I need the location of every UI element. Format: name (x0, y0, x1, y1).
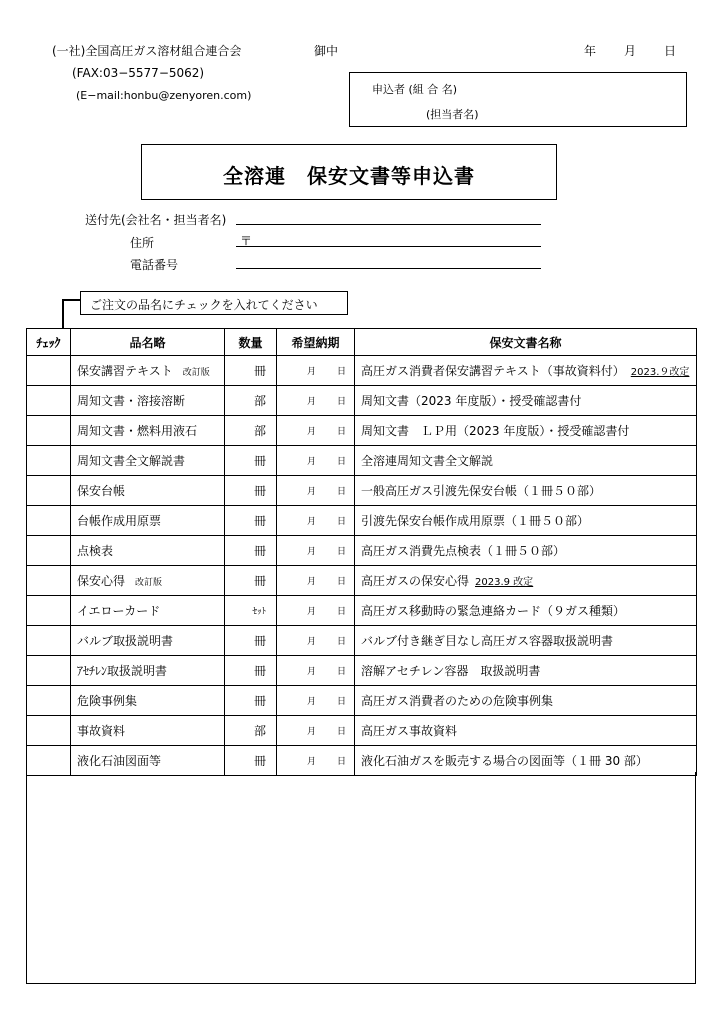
item-short-name: バルブ取扱説明書 (77, 634, 174, 648)
item-short-name: 台帳作成用原票 (77, 514, 162, 528)
document-name: 高圧ガス事故資料 (361, 724, 458, 738)
item-short-name-cell (71, 536, 225, 566)
fax-number: (FAX:03−5577−5062) (72, 66, 205, 80)
quantity-field[interactable] (225, 356, 277, 386)
document-name-cell (355, 596, 697, 626)
notice-bracket-top (62, 299, 80, 301)
due-date-field[interactable] (277, 686, 355, 716)
quantity-field[interactable] (225, 686, 277, 716)
due-day-label: 日 (336, 757, 346, 767)
table-row (27, 386, 697, 416)
item-short-name: 周知文書・溶接溶断 (77, 394, 186, 408)
notice-box (80, 291, 348, 315)
order-checkbox[interactable] (27, 596, 71, 626)
table-row (27, 596, 697, 626)
table-row (27, 506, 697, 536)
due-date-field[interactable] (277, 446, 355, 476)
due-day-label: 日 (336, 577, 346, 587)
due-month-label: 月 (307, 757, 317, 767)
document-name-cell (355, 506, 697, 536)
due-month-label: 月 (307, 577, 317, 587)
quantity-unit: 冊 (253, 664, 266, 678)
quantity-unit: 冊 (253, 544, 266, 558)
due-day-label: 日 (336, 487, 346, 497)
revision-note: 改訂版 (182, 368, 210, 378)
due-day-label: 日 (336, 427, 346, 437)
quantity-field[interactable] (225, 566, 277, 596)
document-name: 高圧ガス消費者保安講習テキスト（事故資料付） (361, 364, 625, 378)
quantity-unit: 冊 (253, 634, 266, 648)
quantity-field[interactable] (225, 506, 277, 536)
document-name-cell (355, 476, 697, 506)
quantity-unit: 冊 (253, 514, 266, 528)
page-title: 全溶連 保安文書等申込書 (223, 164, 475, 188)
quantity-unit: 部 (253, 424, 266, 438)
due-date-field[interactable] (277, 746, 355, 776)
due-date-field[interactable] (277, 506, 355, 536)
due-date-field[interactable] (277, 566, 355, 596)
item-short-name: 保安心得 (77, 574, 126, 588)
applicant-box[interactable] (349, 72, 687, 127)
item-short-name-cell (71, 656, 225, 686)
document-name: 一般高圧ガス引渡先保安台帳（１冊５０部） (361, 484, 602, 498)
quantity-field[interactable] (225, 626, 277, 656)
shipping-dest-label: 送付先(会社名・担当者名) (85, 213, 227, 227)
document-name: 高圧ガス移動時の緊急連絡カード（９ガス種類） (361, 604, 626, 618)
due-month-label: 月 (307, 607, 317, 617)
item-short-name: 点検表 (77, 544, 114, 558)
postal-mark: 〒 (240, 234, 253, 248)
quantity-unit: 冊 (253, 694, 266, 708)
item-short-name-cell (71, 416, 225, 446)
due-month-label: 月 (307, 697, 317, 707)
revision-date: 2023.９改定 (630, 367, 690, 378)
document-name-cell (355, 626, 697, 656)
quantity-field[interactable] (225, 746, 277, 776)
item-short-name: 事故資料 (77, 724, 126, 738)
due-date-field[interactable] (277, 716, 355, 746)
due-month-label: 月 (307, 727, 317, 737)
email-address: (E−mail:honbu@zenyoren.com) (76, 89, 252, 102)
address-field[interactable] (236, 246, 541, 247)
due-date-field[interactable] (277, 626, 355, 656)
due-month-label: 月 (307, 457, 317, 467)
header-due: 希望納期 (277, 329, 355, 356)
document-name: 高圧ガスの保安心得 (361, 574, 470, 588)
date-month-label: 月 (624, 44, 637, 58)
table-row (27, 536, 697, 566)
address-label: 住所 (130, 236, 155, 250)
item-short-name: 周知文書・燃料用液石 (77, 424, 198, 438)
date-day-label: 日 (664, 44, 677, 58)
order-checkbox[interactable] (27, 476, 71, 506)
quantity-unit: 冊 (253, 574, 266, 588)
due-day-label: 日 (336, 697, 346, 707)
quantity-field[interactable] (225, 716, 277, 746)
applicant-person-label: (担当者名) (426, 108, 479, 121)
document-name-cell (355, 446, 697, 476)
quantity-field[interactable] (225, 476, 277, 506)
title-box (141, 144, 557, 200)
due-day-label: 日 (336, 727, 346, 737)
table-row (27, 686, 697, 716)
quantity-unit: 冊 (253, 454, 266, 468)
item-short-name-cell (71, 446, 225, 476)
due-month-label: 月 (307, 427, 317, 437)
document-name-cell (355, 386, 697, 416)
quantity-field[interactable] (225, 656, 277, 686)
item-short-name-cell (71, 746, 225, 776)
due-date-field[interactable] (277, 596, 355, 626)
due-month-label: 月 (307, 487, 317, 497)
quantity-field[interactable] (225, 536, 277, 566)
table-header-row (27, 329, 697, 356)
item-short-name-cell (71, 626, 225, 656)
table-row (27, 626, 697, 656)
document-name: 液化石油ガスを販売する場合の図面等（１冊 30 部） (361, 754, 648, 768)
table-row (27, 476, 697, 506)
order-checkbox[interactable] (27, 626, 71, 656)
order-checkbox[interactable] (27, 356, 71, 386)
header-doc-name: 保安文書名称 (355, 329, 697, 356)
order-checkbox[interactable] (27, 386, 71, 416)
item-short-name-cell (71, 716, 225, 746)
quantity-field[interactable] (225, 596, 277, 626)
due-month-label: 月 (307, 667, 317, 677)
due-day-label: 日 (336, 667, 346, 677)
document-name: 周知文書 ＬＰ用（2023 年度版）・授受確認書付 (361, 424, 630, 438)
table-row (27, 416, 697, 446)
due-date-field[interactable] (277, 536, 355, 566)
order-table (26, 328, 697, 776)
document-name: 高圧ガス消費者のための危険事例集 (361, 694, 554, 708)
due-month-label: 月 (307, 637, 317, 647)
order-checkbox[interactable] (27, 716, 71, 746)
due-day-label: 日 (336, 397, 346, 407)
quantity-unit: 冊 (253, 364, 266, 378)
phone-field[interactable] (236, 268, 541, 269)
shipping-dest-field[interactable] (236, 224, 541, 225)
order-checkbox[interactable] (27, 446, 71, 476)
order-checkbox[interactable] (27, 746, 71, 776)
phone-label: 電話番号 (130, 258, 179, 272)
order-checkbox[interactable] (27, 566, 71, 596)
document-name-cell (355, 566, 697, 596)
notice-text: ご注文の品名にチェックを入れてください (90, 298, 318, 312)
revision-note: 改訂版 (135, 578, 163, 588)
revision-date: 2023.9 改定 (475, 577, 534, 588)
due-month-label: 月 (307, 547, 317, 557)
item-short-name-cell (71, 476, 225, 506)
quantity-unit: 冊 (253, 754, 266, 768)
honorific: 御中 (314, 44, 339, 58)
header-check: ﾁｪｯｸ (27, 329, 71, 356)
due-day-label: 日 (336, 547, 346, 557)
table-row (27, 656, 697, 686)
item-short-name-cell (71, 596, 225, 626)
quantity-unit: 冊 (253, 484, 266, 498)
quantity-field[interactable] (225, 446, 277, 476)
item-short-name: 周知文書全文解説書 (77, 454, 186, 468)
quantity-unit: 部 (253, 394, 266, 408)
item-short-name: 保安台帳 (77, 484, 126, 498)
due-day-label: 日 (336, 517, 346, 527)
due-month-label: 月 (307, 397, 317, 407)
order-checkbox[interactable] (27, 536, 71, 566)
table-row (27, 566, 697, 596)
item-short-name-cell (71, 566, 225, 596)
item-short-name: ｱｾﾁﾚﾝ取扱説明書 (77, 664, 168, 678)
due-date-field[interactable] (277, 356, 355, 386)
document-name: バルブ付き継ぎ目なし高圧ガス容器取扱説明書 (361, 634, 614, 648)
due-month-label: 月 (307, 517, 317, 527)
order-checkbox[interactable] (27, 686, 71, 716)
document-name: 周知文書（2023 年度版）・授受確認書付 (361, 394, 582, 408)
due-date-field[interactable] (277, 386, 355, 416)
order-checkbox[interactable] (27, 416, 71, 446)
item-short-name-cell (71, 686, 225, 716)
table-row (27, 746, 697, 776)
document-name: 高圧ガス消費先点検表（１冊５０部） (361, 544, 566, 558)
document-name-cell (355, 656, 697, 686)
table-empty-area (26, 772, 696, 984)
item-short-name: 危険事例集 (77, 694, 138, 708)
header-qty: 数量 (225, 329, 277, 356)
order-checkbox[interactable] (27, 506, 71, 536)
due-date-field[interactable] (277, 476, 355, 506)
order-table-body (27, 356, 697, 776)
date-year-label: 年 (584, 44, 597, 58)
document-name-cell (355, 716, 697, 746)
due-date-field[interactable] (277, 416, 355, 446)
recipient-name: (一社)全国高圧ガス溶材組合連合会 (52, 44, 242, 58)
document-name: 全溶連周知文書全文解説 (361, 454, 494, 468)
document-name-cell (355, 536, 697, 566)
document-name: 引渡先保安台帳作成用原票（１冊５０部） (361, 514, 590, 528)
item-short-name: 液化石油図面等 (77, 754, 162, 768)
quantity-unit: 部 (253, 724, 266, 738)
due-day-label: 日 (336, 367, 346, 377)
quantity-field[interactable] (225, 416, 277, 446)
due-day-label: 日 (336, 457, 346, 467)
order-checkbox[interactable] (27, 656, 71, 686)
document-name-cell (355, 356, 697, 386)
item-short-name-cell (71, 356, 225, 386)
quantity-field[interactable] (225, 386, 277, 416)
table-row (27, 716, 697, 746)
item-short-name-cell (71, 386, 225, 416)
due-day-label: 日 (336, 637, 346, 647)
document-name-cell (355, 686, 697, 716)
due-month-label: 月 (307, 367, 317, 377)
item-short-name: 保安講習テキスト (77, 364, 173, 378)
table-row (27, 356, 697, 386)
due-date-field[interactable] (277, 656, 355, 686)
document-name-cell (355, 746, 697, 776)
item-short-name: イエローカード (77, 604, 161, 618)
notice-bracket-side (62, 299, 64, 328)
quantity-unit: ｾｯﾄ (252, 607, 266, 617)
due-day-label: 日 (336, 607, 346, 617)
item-short-name-cell (71, 506, 225, 536)
document-name-cell (355, 416, 697, 446)
document-name: 溶解アセチレン容器 取扱説明書 (361, 664, 541, 678)
table-row (27, 446, 697, 476)
applicant-union-label: 申込者 (組 合 名) (372, 83, 458, 96)
header-name: 品名略 (71, 329, 225, 356)
